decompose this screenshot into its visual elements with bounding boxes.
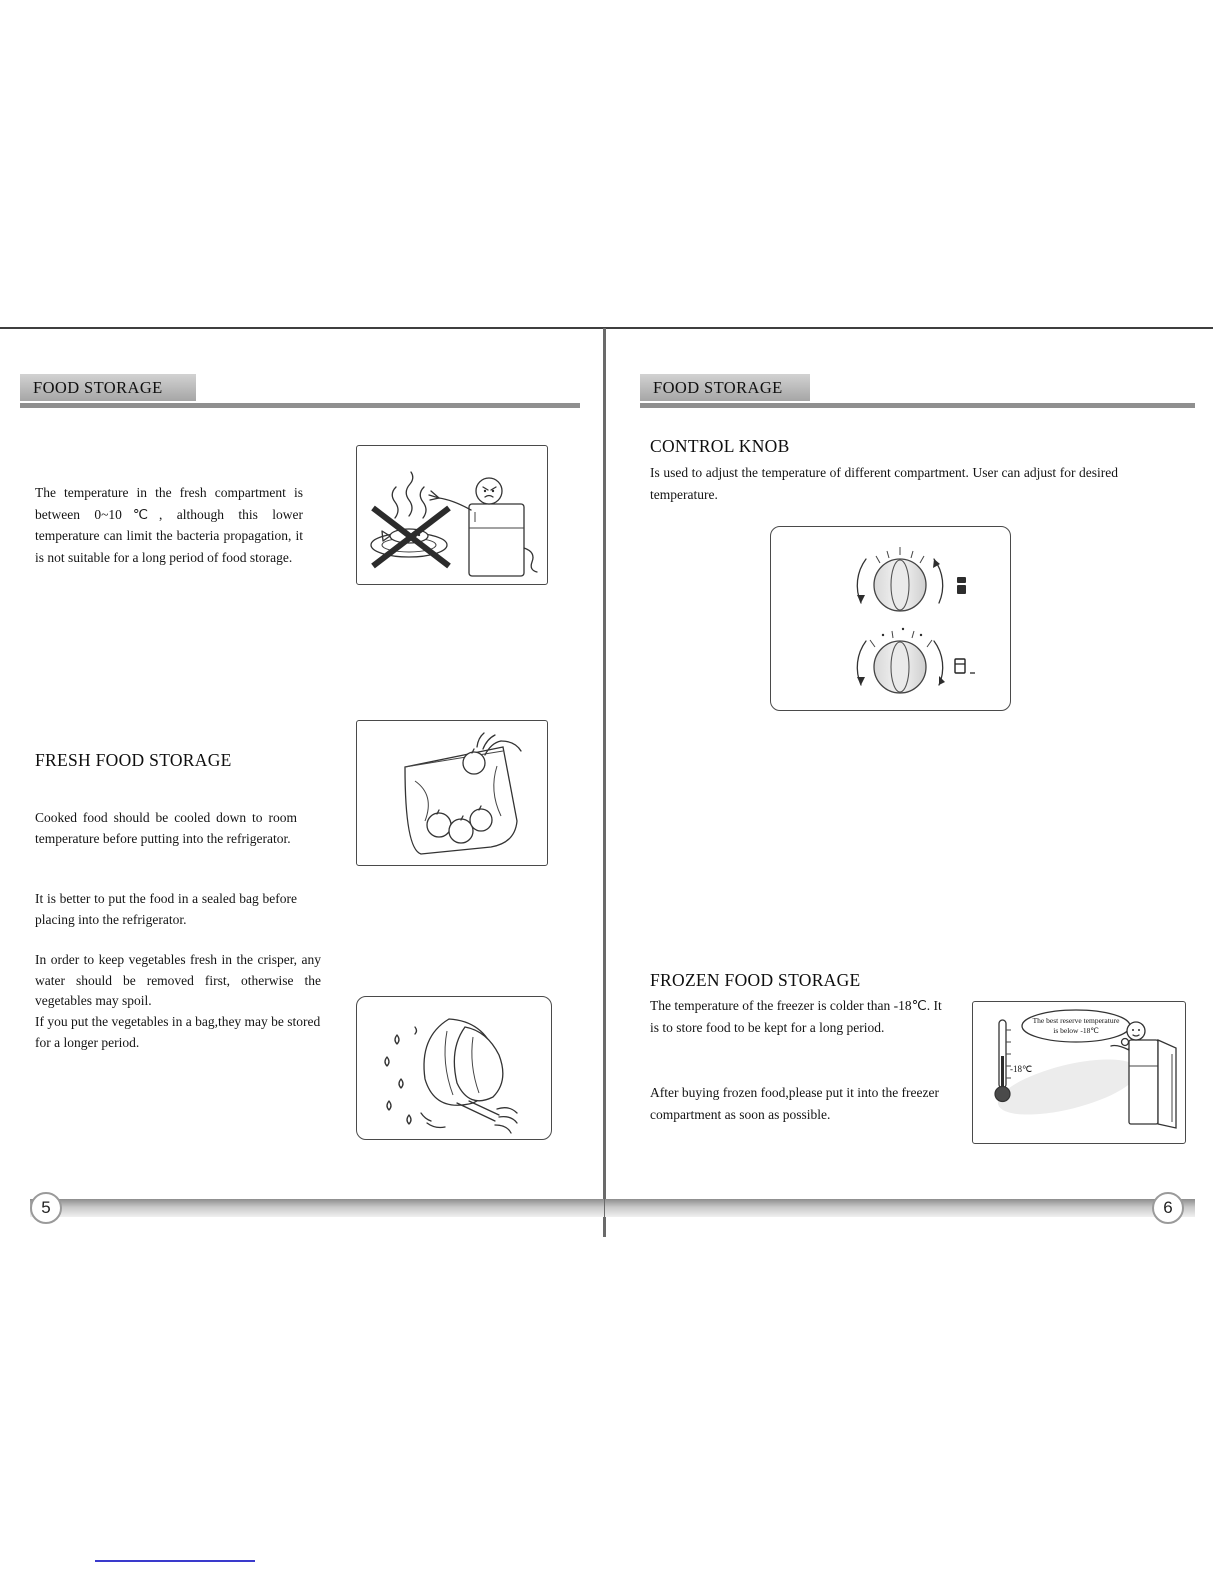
frozen-food-paragraph-2: After buying frozen food,please put it into the freezer compartment as soon as possible. xyxy=(650,1085,940,1122)
page-number-right-value: 6 xyxy=(1163,1198,1173,1217)
hand-icon xyxy=(495,1108,517,1133)
sealed-bag-icon xyxy=(357,721,547,864)
section-header-left-label: FOOD STORAGE xyxy=(33,377,163,397)
page-number-left-value: 5 xyxy=(41,1198,51,1217)
leaf-icon xyxy=(424,1019,503,1121)
section-header-left xyxy=(20,374,196,401)
footer-bar-left xyxy=(30,1199,604,1217)
control-knob-diagram xyxy=(770,526,1011,711)
frozen-food-paragraph-1: The temperature of the freezer is colder than -18℃. It is to store food to be kept for a long period. xyxy=(650,998,942,1035)
page-number-right xyxy=(1152,1192,1184,1224)
freezer-temperature-icon xyxy=(973,1002,1184,1142)
section-rule-right xyxy=(640,403,1195,408)
freezer-knob-dial xyxy=(857,628,975,693)
freezer-temperature-illustration xyxy=(972,1001,1186,1144)
freezer-compartment-icon xyxy=(955,659,975,673)
dry-vegetables-illustration xyxy=(356,996,552,1140)
fridge-knob-dial xyxy=(857,547,966,611)
bubble-text-line1: The best reserve temperature xyxy=(1032,1016,1120,1025)
sealed-bag-illustration xyxy=(356,720,548,866)
bag-storage-paragraph: If you put the vegetables in a bag,they may be stored for a longer period. xyxy=(35,1014,321,1050)
fresh-food-heading: FRESH FOOD STORAGE xyxy=(35,750,232,770)
motion-marks-icon xyxy=(421,1113,445,1128)
no-hot-food-icon xyxy=(357,446,547,583)
footer-bar-right xyxy=(605,1199,1195,1217)
footer-link-underline xyxy=(95,1560,255,1562)
control-knob-heading: CONTROL KNOB xyxy=(650,436,790,456)
water-drops-icon xyxy=(385,1027,417,1124)
section-rule-left xyxy=(20,403,580,408)
thermometer-label: -18℃ xyxy=(1010,1064,1033,1074)
no-hot-food-illustration xyxy=(356,445,548,585)
background-wash xyxy=(993,1048,1143,1126)
page-number-left xyxy=(30,1192,62,1224)
fridge-compartment-icon xyxy=(957,577,966,594)
sealed-bag-paragraph: It is better to put the food in a sealed bag before placing into the refrigerator. xyxy=(35,891,297,927)
hand-icon xyxy=(429,491,439,500)
section-header-right xyxy=(640,374,810,401)
top-rule xyxy=(0,327,1213,329)
vegetables-paragraph: In order to keep vegetables fresh in the crisper, any water should be removed first, otherwise the vegetables may spoil. xyxy=(35,952,321,1008)
center-page-divider xyxy=(603,328,606,1237)
section-header-right-label: FOOD STORAGE xyxy=(653,377,783,397)
frozen-food-heading: FROZEN FOOD STORAGE xyxy=(650,970,861,990)
bubble-text-line2: is below -18℃ xyxy=(1053,1026,1099,1035)
dry-vegetables-icon xyxy=(357,997,550,1138)
intro-paragraph: The temperature in the fresh compartment is between 0~10℃, although this lower temperature can limit the bacteria propagation, it is not suitable for a long period of food storage. xyxy=(35,485,303,565)
control-knob-paragraph: Is used to adjust the temperature of different compartment. User can adjust for desired temperature. xyxy=(650,465,1118,502)
cooked-food-paragraph: Cooked food should be cooled down to room temperature before putting into the refrigerator. xyxy=(35,810,297,846)
control-knob-diagram-icon xyxy=(771,527,1009,709)
knob2-right-arrow xyxy=(934,641,943,685)
steam-icon xyxy=(392,472,426,518)
